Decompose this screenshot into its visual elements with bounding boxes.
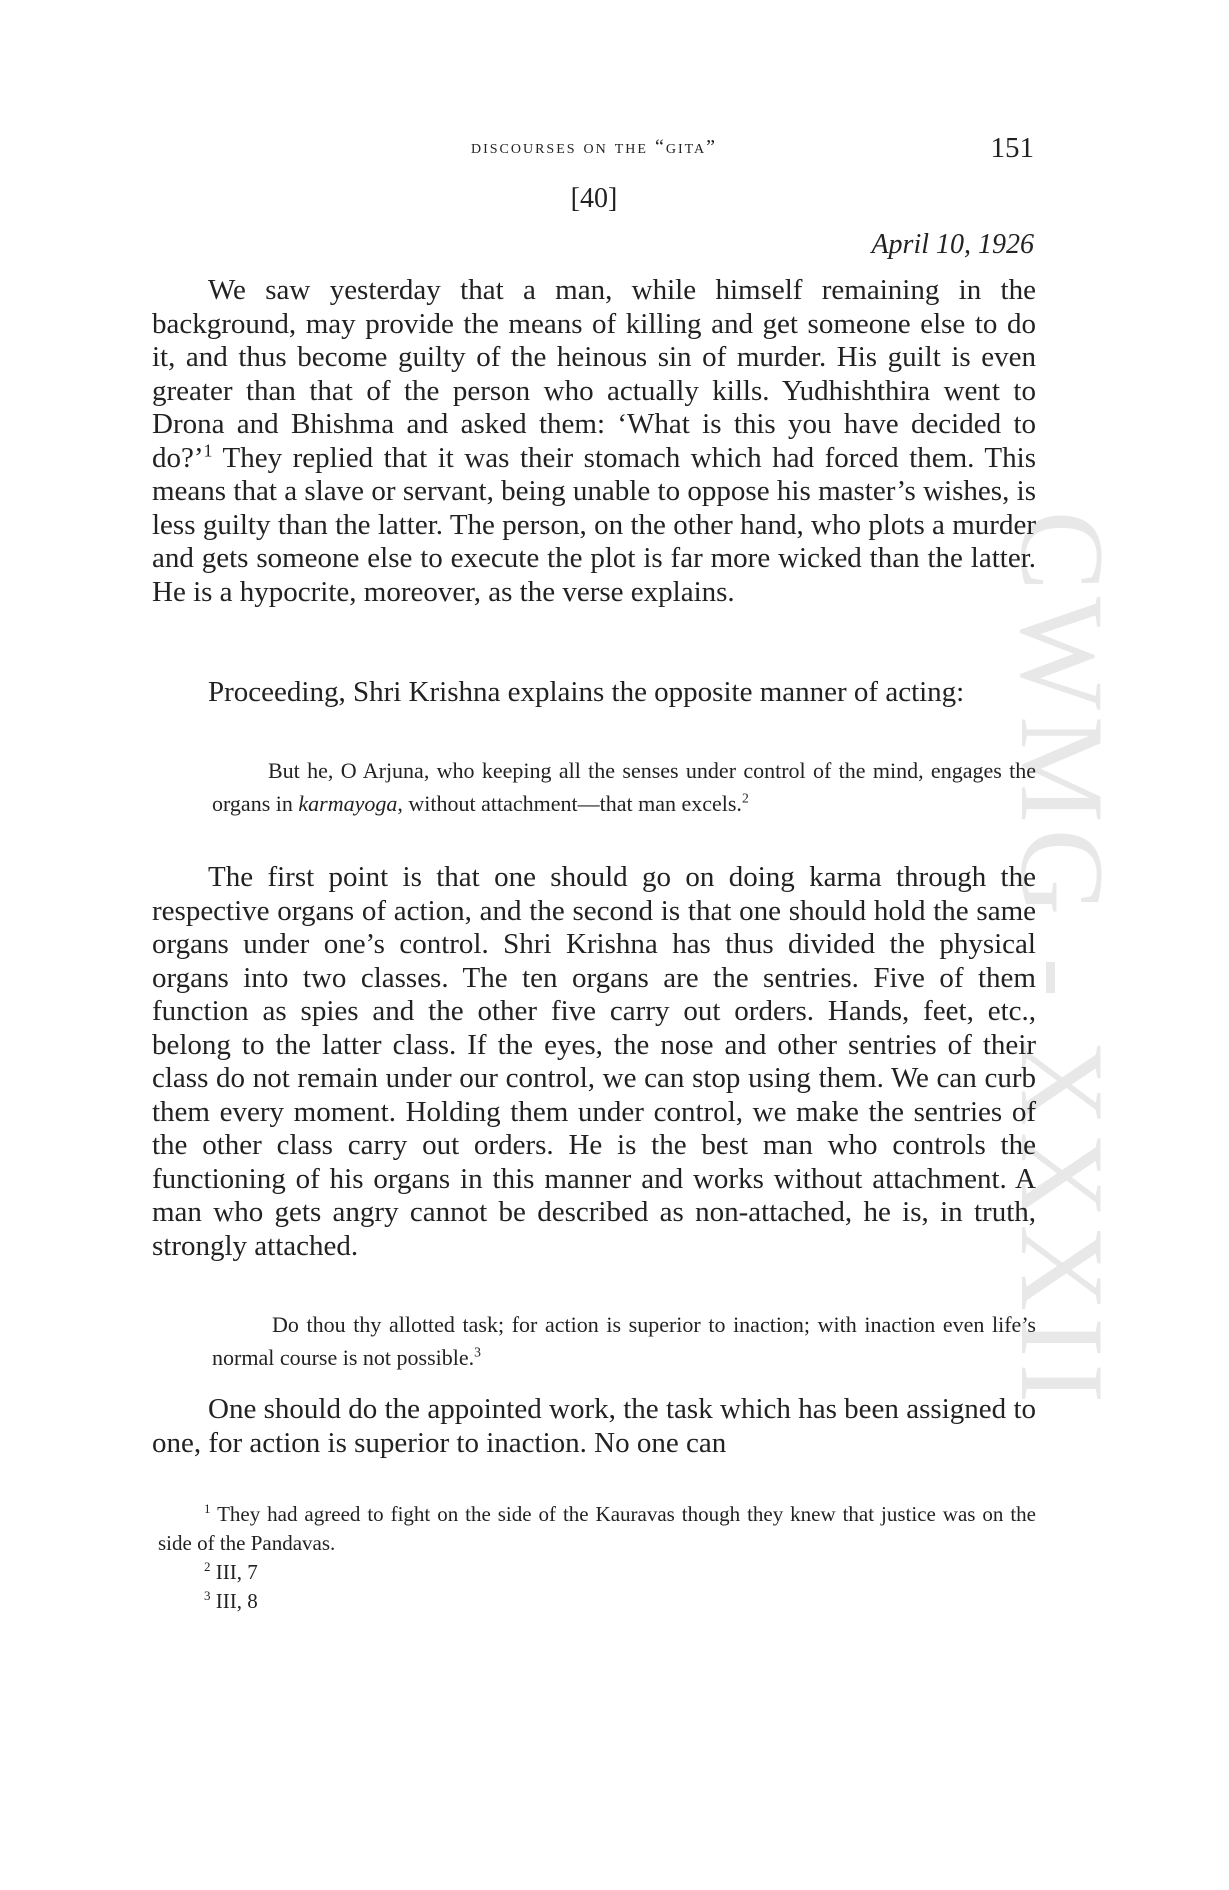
running-head [154, 132, 1034, 168]
footnote-mark-3: 3 [204, 1588, 211, 1603]
watermark-text: CWMG - XXXII [996, 510, 1129, 1410]
footnote-3 [158, 1587, 1036, 1616]
paragraph-4: One should do the appointed work, the task which has been assigned to one, for action is superior to inaction. No one can [152, 1393, 1036, 1459]
footnote-1 [158, 1500, 1036, 1558]
verse-quote-1 [212, 754, 1036, 820]
footnote-ref-1: 1 [203, 439, 213, 460]
verse-quote-2-text: Do thou thy allotted task; for action is superior to inaction; with inaction even life’s normal course is not possible. [212, 1312, 1036, 1370]
footnote-mark-2: 2 [204, 1559, 211, 1574]
footnote-3-text: III, 8 [210, 1589, 258, 1613]
section-number: [40] [570, 183, 618, 214]
footnote-1-text: They had agreed to fight on the side of the Kauravas though they knew that justice was on the side of the Pandavas. [158, 1502, 1036, 1555]
verse-quote-1-text-a: But he, O Arjuna, who keeping all the senses under control of the mind, engages the organs in [212, 758, 1036, 816]
footnote-ref-2: 2 [741, 790, 749, 806]
paragraph-1-text-b: They replied that it was their stomach which had forced them. This means that a slave or servant, being unable to oppose his master’s wishes, is less guilty than the latter. The person, on the other hand, who plots a murder and gets someone else to execute the plot is far more wicked than the latter. He is a hypocrite, moreover, as the verse explains. [152, 441, 1036, 608]
footnotes [158, 1500, 1036, 1616]
footnote-2 [158, 1558, 1036, 1587]
paragraph-2: Proceeding, Shri Krishna explains the opposite manner of acting: [208, 676, 965, 708]
footnote-ref-3: 3 [474, 1344, 481, 1360]
verse-quote-1-text-b: , without attachment—that man excels. [397, 791, 742, 816]
verse-quote-1-emphasis: karmayoga [298, 791, 398, 816]
verse-quote-2 [212, 1308, 1036, 1374]
running-title: discourses on the “gita” [470, 136, 718, 158]
paragraph-1-text-a: We saw yesterday that a man, while himself remaining in the background, may provide the means of killing and get someone else to do it, and thus become guilty of the heinous sin of murder. His guilt is even greater than that of the person who actually kills. Yudhishthira went to Drona and Bhishma and asked them: ‘What is this you have decided to do?’ [152, 274, 1036, 474]
paragraph-3: The first point is that one should go on doing karma through the respective organs of action, and the second is that one should hold the same organs under one’s control. Shri Krishna has thus divided the physical organs into two classes. The ten organs are the sentries. Five of them function as spies and the other five carry out orders. Hands, feet, etc., belong to the latter class. If the eyes, the nose and other sentries of their class do not remain under our control, we can stop using them. We can curb them every moment. Holding them under control, we make the sentries of the other class carry out orders. He is the best man who controls the functioning of his organs in this manner and works without attachment. A man who gets angry cannot be described as non-attached, he is, in truth, strongly attached. [152, 861, 1036, 1262]
paragraph-1 [152, 274, 1036, 609]
footnote-2-text: III, 7 [210, 1560, 258, 1584]
page-number: 151 [990, 132, 1034, 164]
dateline: April 10, 1926 [871, 229, 1034, 260]
watermark [996, 440, 1129, 1480]
footnote-mark-1: 1 [204, 1501, 211, 1516]
